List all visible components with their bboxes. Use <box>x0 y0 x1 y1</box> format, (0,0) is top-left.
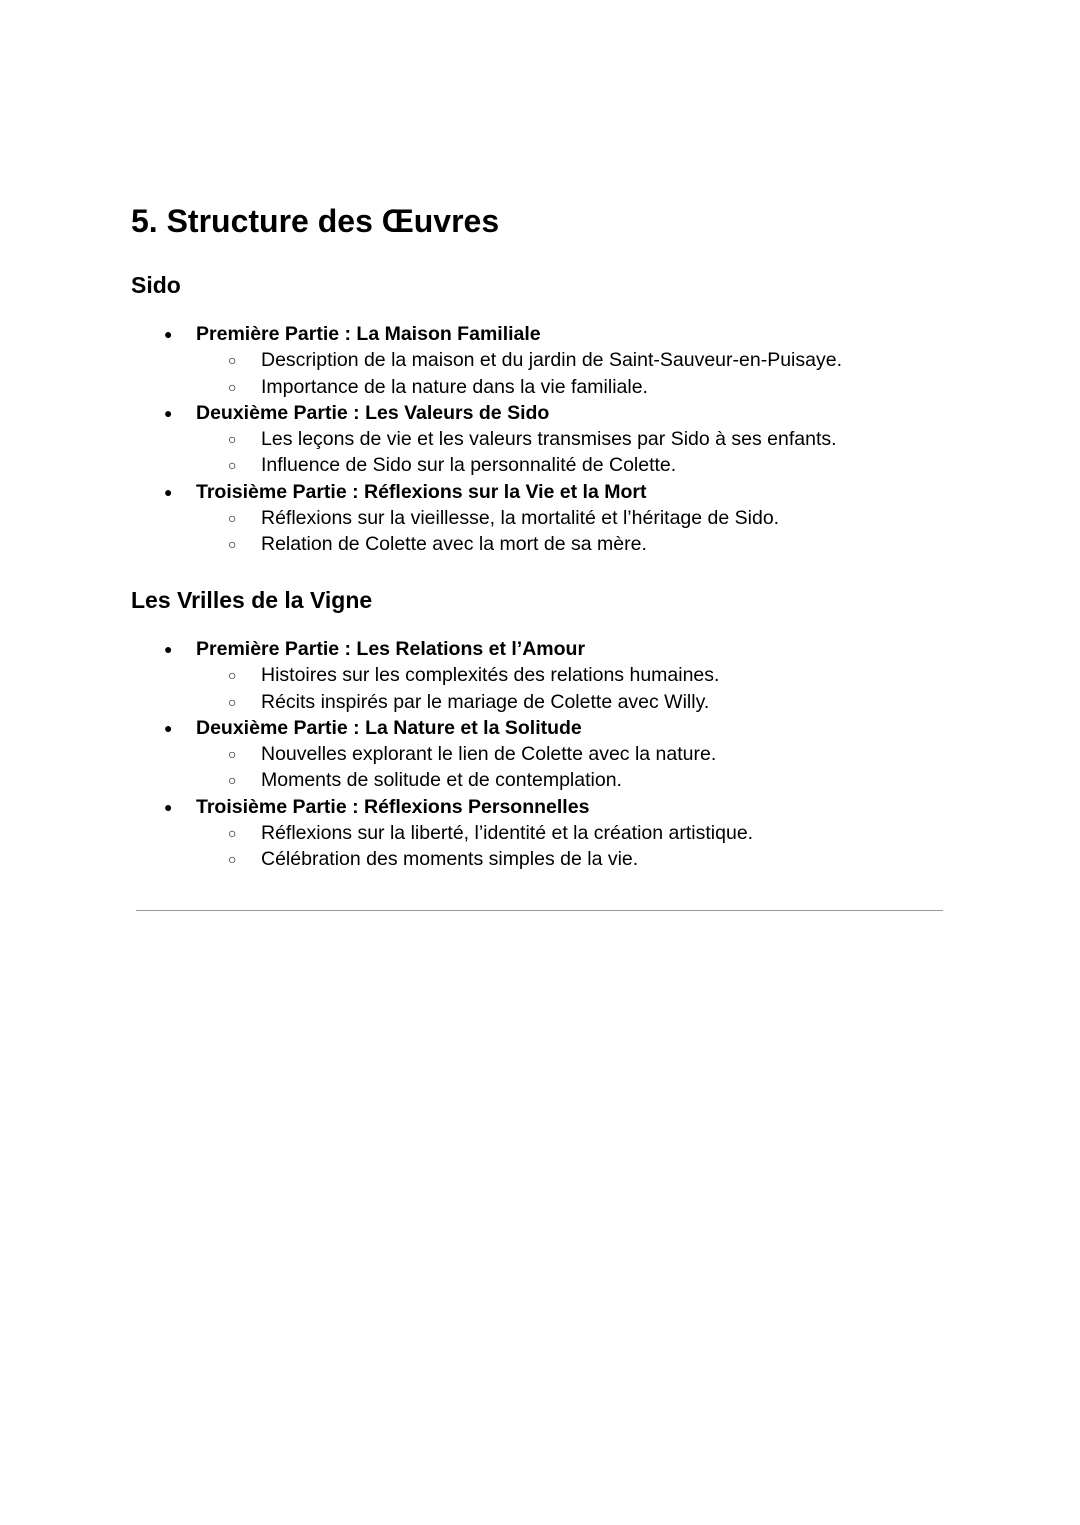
hollow-bullet-icon: ○ <box>228 825 237 842</box>
hollow-bullet-icon: ○ <box>228 536 237 553</box>
sub-item <box>0 452 1080 478</box>
part-item <box>0 636 1080 662</box>
sub-item-text: Importance de la nature dans la vie familiale. <box>261 375 648 398</box>
filled-bullet-icon: ● <box>164 719 173 736</box>
sub-item-text: Relation de Colette avec la mort de sa mère. <box>261 533 647 556</box>
hollow-bullet-icon: ○ <box>228 431 237 448</box>
filled-bullet-icon: ● <box>164 326 173 342</box>
hollow-bullet-icon: ○ <box>228 378 237 395</box>
sub-item <box>0 820 1080 846</box>
sub-item <box>0 741 1080 767</box>
filled-bullet-icon: ● <box>164 798 173 815</box>
part-title: Troisième Partie : Réflexions Personnelles <box>196 795 590 818</box>
sub-item-text: Récits inspirés par le mariage de Colette avec Willy. <box>261 690 710 713</box>
sub-item <box>0 662 1080 688</box>
vrilles-structure-list <box>0 636 1080 873</box>
sub-item <box>0 531 1080 557</box>
sub-item-text: Histoires sur les complexités des relations humaines. <box>261 664 720 687</box>
filled-bullet-icon: ● <box>164 641 173 657</box>
sub-item-text: Réflexions sur la liberté, l’identité et la création artistique. <box>261 822 754 845</box>
part-title: Troisième Partie : Réflexions sur la Vie et la Mort <box>196 480 647 503</box>
page-title: 5. Structure des Œuvres <box>131 203 500 239</box>
part-item <box>0 794 1080 820</box>
part-item <box>0 715 1080 741</box>
part-item <box>0 400 1080 426</box>
sub-item <box>0 505 1080 531</box>
sub-item-text: Réflexions sur la vieillesse, la mortalité et l’héritage de Sido. <box>261 507 780 530</box>
part-item <box>0 479 1080 505</box>
sub-item-text: Nouvelles explorant le lien de Colette avec la nature. <box>261 743 717 766</box>
sub-item <box>0 767 1080 793</box>
filled-bullet-icon: ● <box>164 483 173 500</box>
sub-item <box>0 426 1080 452</box>
horizontal-divider <box>136 910 943 911</box>
sub-item <box>0 374 1080 400</box>
sub-item <box>0 689 1080 715</box>
hollow-bullet-icon: ○ <box>228 510 237 527</box>
sub-item-text: Célébration des moments simples de la vie. <box>261 848 639 871</box>
section-title-vrilles: Les Vrilles de la Vigne <box>131 587 373 613</box>
sido-structure-list <box>0 321 1080 558</box>
hollow-bullet-icon: ○ <box>228 667 237 684</box>
sub-item <box>0 846 1080 872</box>
sub-item-text: Moments de solitude et de contemplation. <box>261 769 622 792</box>
hollow-bullet-icon: ○ <box>228 772 237 789</box>
section-title-sido: Sido <box>131 272 181 298</box>
part-title: Première Partie : La Maison Familiale <box>196 323 541 345</box>
hollow-bullet-icon: ○ <box>228 457 237 474</box>
sub-item-text: Influence de Sido sur la personnalité de Colette. <box>261 454 677 477</box>
sub-item-text: Description de la maison et du jardin de Saint-Sauveur-en-Puisaye. <box>261 349 842 372</box>
hollow-bullet-icon: ○ <box>228 352 237 369</box>
part-title: Deuxième Partie : Les Valeurs de Sido <box>196 401 550 424</box>
part-title: Première Partie : Les Relations et l’Amour <box>196 638 586 660</box>
filled-bullet-icon: ● <box>164 404 173 421</box>
hollow-bullet-icon: ○ <box>228 851 237 868</box>
sub-item-text: Les leçons de vie et les valeurs transmises par Sido à ses enfants. <box>261 428 837 451</box>
part-item <box>0 321 1080 347</box>
hollow-bullet-icon: ○ <box>228 746 237 763</box>
hollow-bullet-icon: ○ <box>228 693 237 710</box>
sub-item <box>0 347 1080 373</box>
part-title: Deuxième Partie : La Nature et la Solitude <box>196 716 582 739</box>
